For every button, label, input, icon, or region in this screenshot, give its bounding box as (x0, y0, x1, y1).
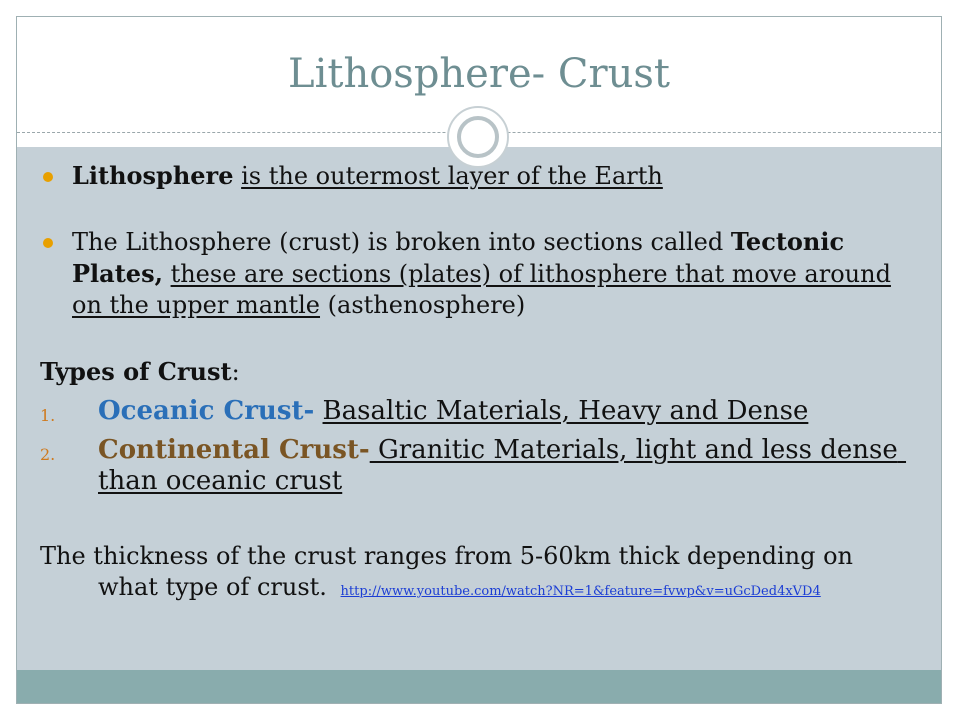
thickness-paragraph (40, 541, 920, 607)
bullet-2-text-before: The Lithosphere (crust) is broken into sections called (72, 228, 724, 256)
oceanic-crust-label: Oceanic Crust- (98, 396, 315, 426)
list-number: 2. (40, 445, 56, 464)
bullet-1-bold: Lithosphere (72, 161, 234, 190)
list-item-continental (40, 435, 920, 497)
bullet-tectonic-plates (40, 226, 920, 321)
divider-circle-icon (447, 106, 509, 168)
bullet-2-bold: Tectonic Plates, (72, 227, 845, 288)
list-number: 1. (40, 406, 56, 425)
bullet-2-text-after: (asthenosphere) (327, 291, 526, 319)
types-heading: Types of Crust (40, 357, 232, 386)
types-heading-line (40, 356, 920, 388)
list-item-oceanic (40, 396, 920, 427)
footer-bar (17, 670, 941, 703)
youtube-link[interactable]: http://www.youtube.com/watch?NR=1&feature=fvwp&v=uGcDed4xVD4 (340, 584, 821, 599)
bullet-2-underlined: these are sections (plates) of lithosphere that move around on the upper mantle (72, 260, 891, 319)
bullet-lithosphere (40, 160, 920, 192)
continental-crust-label: Continental Crust- (98, 435, 370, 465)
oceanic-crust-description: Basaltic Materials, Heavy and Dense (322, 396, 809, 426)
bullet-dot-icon (43, 172, 53, 182)
thickness-text: The thickness of the crust ranges from 5-60km thick depending on what type of crust. (40, 542, 853, 601)
bullet-1-underlined: is the outermost layer of the Earth (241, 162, 663, 190)
slide-content (40, 160, 920, 607)
slide-title: Lithosphere- Crust (288, 51, 670, 97)
bullet-dot-icon (43, 238, 53, 248)
types-heading-suffix: : (231, 358, 240, 386)
continental-crust-description: Granitic Materials, light and less dense than oceanic crust (98, 435, 907, 496)
divider-ring (457, 116, 499, 158)
